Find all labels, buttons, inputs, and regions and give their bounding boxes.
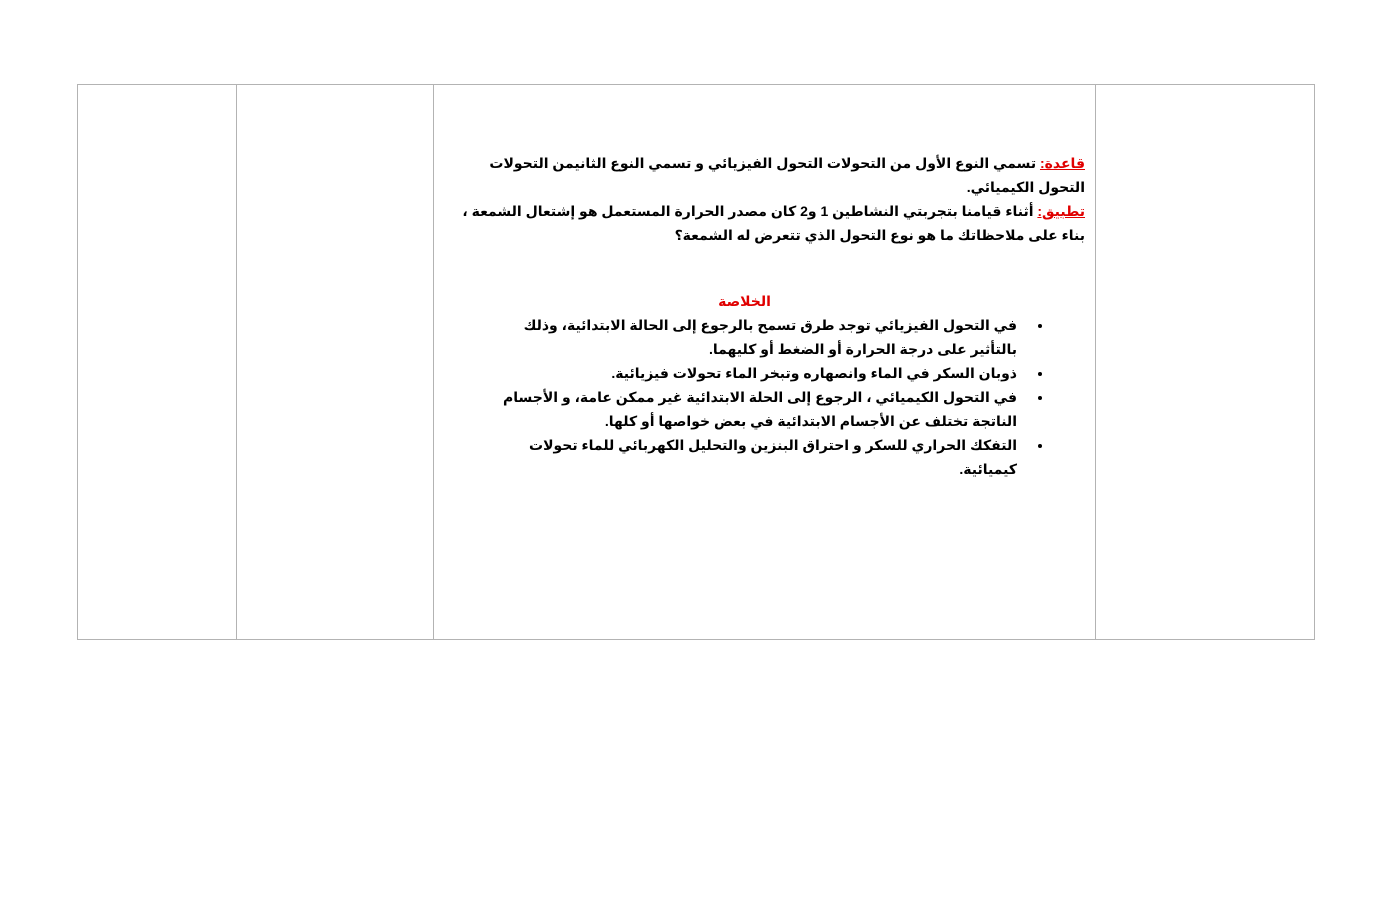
application-label: تطبيق:: [1037, 203, 1085, 219]
list-item: • ذوبان السكر في الماء وانصهاره وتبخر الماء تحولات فيزيائية.: [484, 361, 1027, 385]
application-paragraph: [444, 199, 1085, 247]
summary-list: [444, 313, 1085, 481]
lesson-table: [77, 84, 1315, 640]
application-text: أثناء قيامنا بتجربتي النشاطين 1 و2 كان مصدر الحرارة المستعمل هو إشتعال الشمعة ، بناء على ملاحظاتك ما هو نوع التحول الذي تتعرض له الشمعة؟: [462, 203, 1085, 243]
rule-text: تسمي النوع الأول من التحولات التحول الفيزيائي و تسمي النوع الثانيمن التحولات التحول الكيميائي.: [489, 155, 1085, 195]
spacer: [444, 247, 1085, 289]
list-item: • التفكك الحراري للسكر و احتراق البنزين والتحليل الكهربائي للماء تحولات كيميائية.: [484, 433, 1027, 481]
list-item: • في التحول الفيزيائي توجد طرق تسمح بالرجوع إلى الحالة الابتدائية، وذلك بالتأثير على درجة الحرارة أو الضغط أو كليهما.: [484, 313, 1027, 361]
table-cell-empty-4: [1096, 85, 1315, 640]
table-cell-content: [434, 85, 1096, 640]
table-row: [78, 85, 1315, 640]
summary-title: الخلاصة: [718, 293, 771, 309]
rule-label: قاعدة:: [1039, 155, 1085, 171]
list-item: • في التحول الكيميائي ، الرجوع إلى الحلة الابتدائية غير ممكن عامة، و الأجسام الناتجة تختلف عن الأجسام الابتدائية في بعض خواصها أو كلها.: [484, 385, 1027, 433]
table-cell-empty-1: [78, 85, 237, 640]
rule-paragraph: [444, 151, 1085, 199]
lesson-content: [434, 85, 1095, 481]
table-cell-empty-2: [237, 85, 434, 640]
